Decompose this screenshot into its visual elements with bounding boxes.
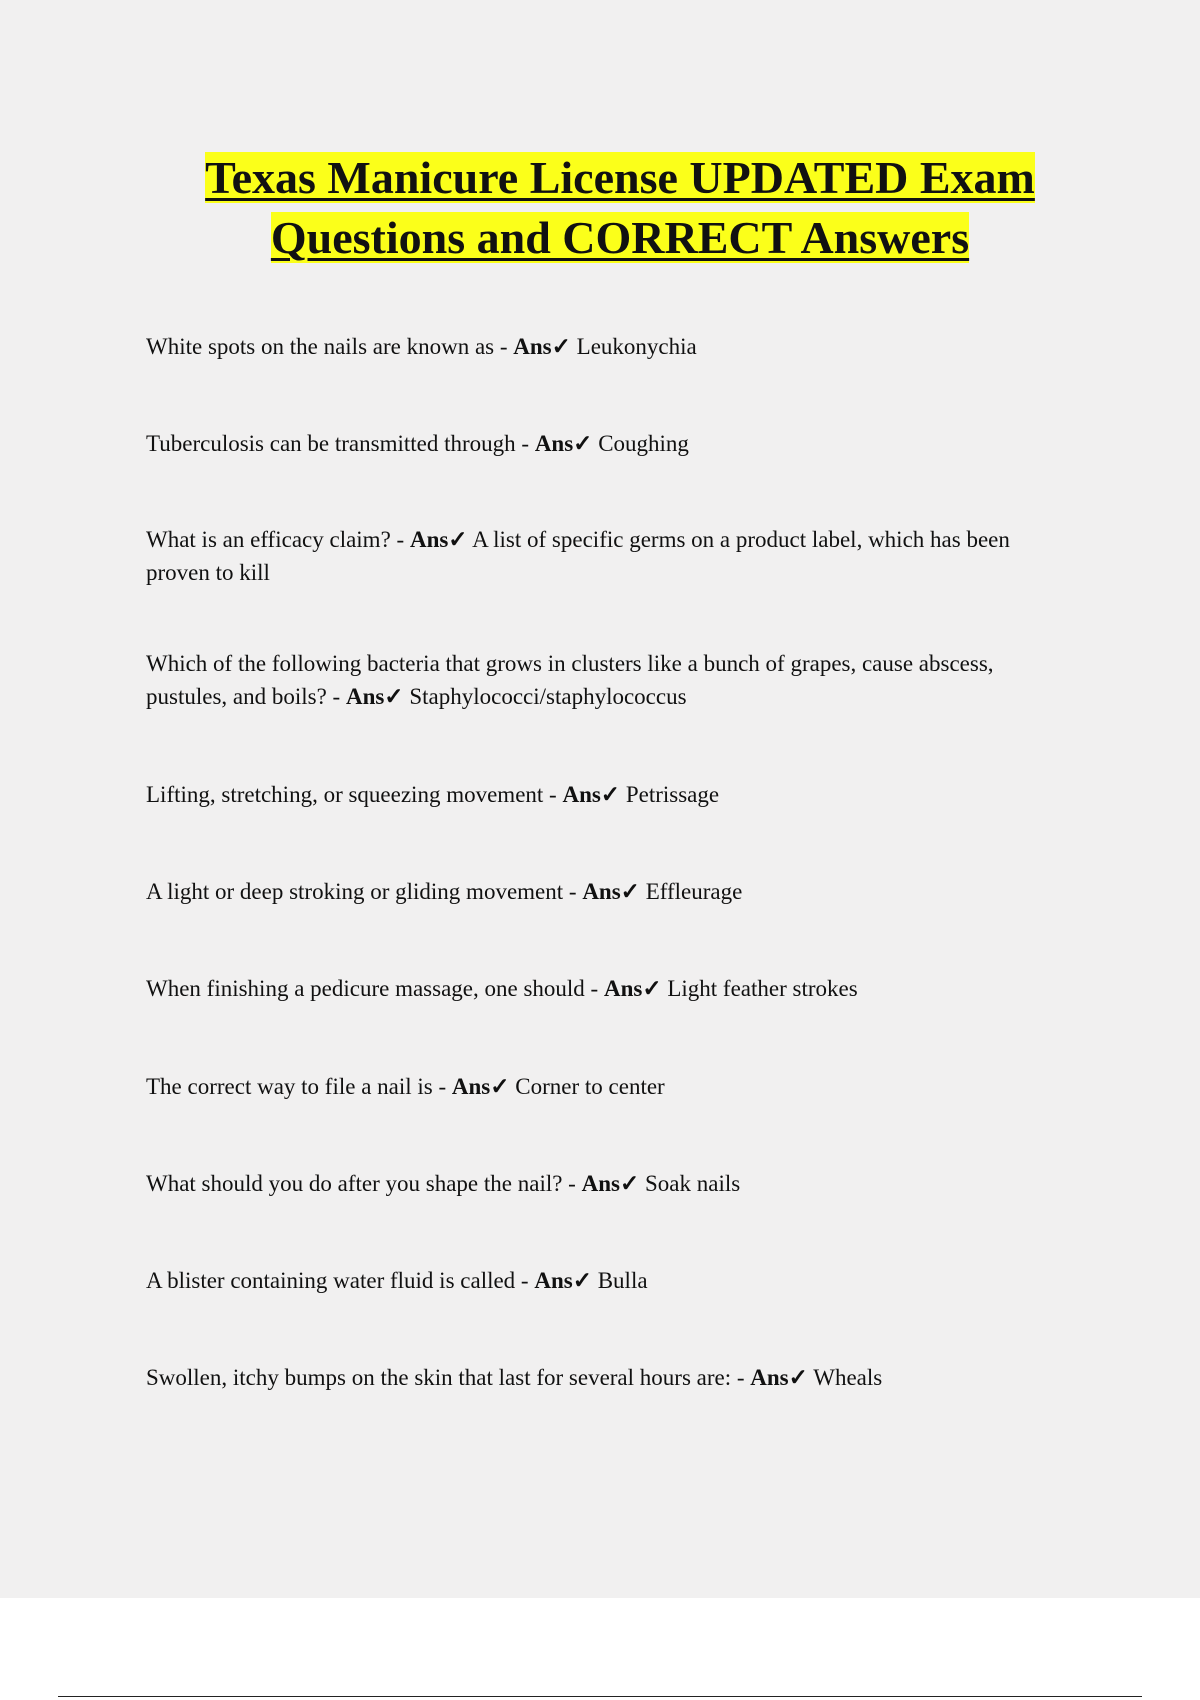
question-text: Tuberculosis can be transmitted through - [146, 431, 530, 456]
qa-item [146, 427, 1076, 460]
answer-text: Staphylococci/staphylococcus [409, 684, 687, 709]
question-text: Swollen, itchy bumps on the skin that last for several hours are: - [146, 1365, 745, 1390]
answer-text: Wheals [813, 1365, 883, 1390]
question-text: When finishing a pedicure massage, one should - [146, 976, 599, 1001]
question-text: What is an efficacy claim? - [146, 527, 405, 552]
document-title [130, 148, 1110, 268]
answer-text: Corner to center [515, 1074, 665, 1099]
title-text: Texas Manicure License UPDATED Exam Questions and CORRECT Answers [205, 152, 1035, 263]
answer-text: Leukonychia [576, 334, 697, 359]
qa-item [146, 778, 1076, 811]
answer-text: Soak nails [644, 1171, 741, 1196]
answer-marker: Ans✓ [534, 1268, 592, 1293]
answer-marker: Ans✓ [534, 431, 593, 456]
answer-marker: Ans✓ [345, 684, 404, 709]
qa-item [146, 1361, 1076, 1394]
qa-item [146, 1264, 1076, 1297]
answer-text: Coughing [598, 431, 689, 456]
question-text: A light or deep stroking or gliding movement - [146, 879, 577, 904]
qa-item [146, 523, 1076, 589]
answer-text: Bulla [597, 1268, 648, 1293]
question-text: A blister containing water fluid is called - [146, 1268, 529, 1293]
question-text: Lifting, stretching, or squeezing movement - [146, 782, 557, 807]
qa-item [146, 1167, 1076, 1200]
answer-text: Effleurage [645, 879, 743, 904]
qa-item [146, 647, 1076, 713]
qa-item [146, 972, 1076, 1005]
answer-marker: Ans✓ [750, 1365, 808, 1390]
qa-item [146, 1070, 1076, 1103]
qa-item [146, 330, 1076, 363]
question-text: What should you do after you shape the nail? - [146, 1171, 576, 1196]
answer-marker: Ans✓ [603, 976, 662, 1001]
answer-marker: Ans✓ [513, 334, 571, 359]
answer-marker: Ans✓ [581, 1171, 640, 1196]
question-text: Which of the following bacteria that grows in clusters like a bunch of grapes, cause abscess, pustules, and boils? - [146, 651, 994, 709]
question-text: The correct way to file a nail is - [146, 1074, 447, 1099]
qa-item [146, 875, 1076, 908]
answer-text: A list of specific germs on a product label, which has been proven to kill [146, 527, 1010, 585]
answer-text: Petrissage [625, 782, 720, 807]
answer-marker: Ans✓ [562, 782, 621, 807]
answer-marker: Ans✓ [582, 879, 640, 904]
page-bottom-divider [58, 1696, 1142, 1697]
question-text: White spots on the nails are known as - [146, 334, 508, 359]
answer-text: Light feather strokes [667, 976, 858, 1001]
answer-marker: Ans✓ [451, 1074, 510, 1099]
answer-marker: Ans✓ [409, 527, 468, 552]
